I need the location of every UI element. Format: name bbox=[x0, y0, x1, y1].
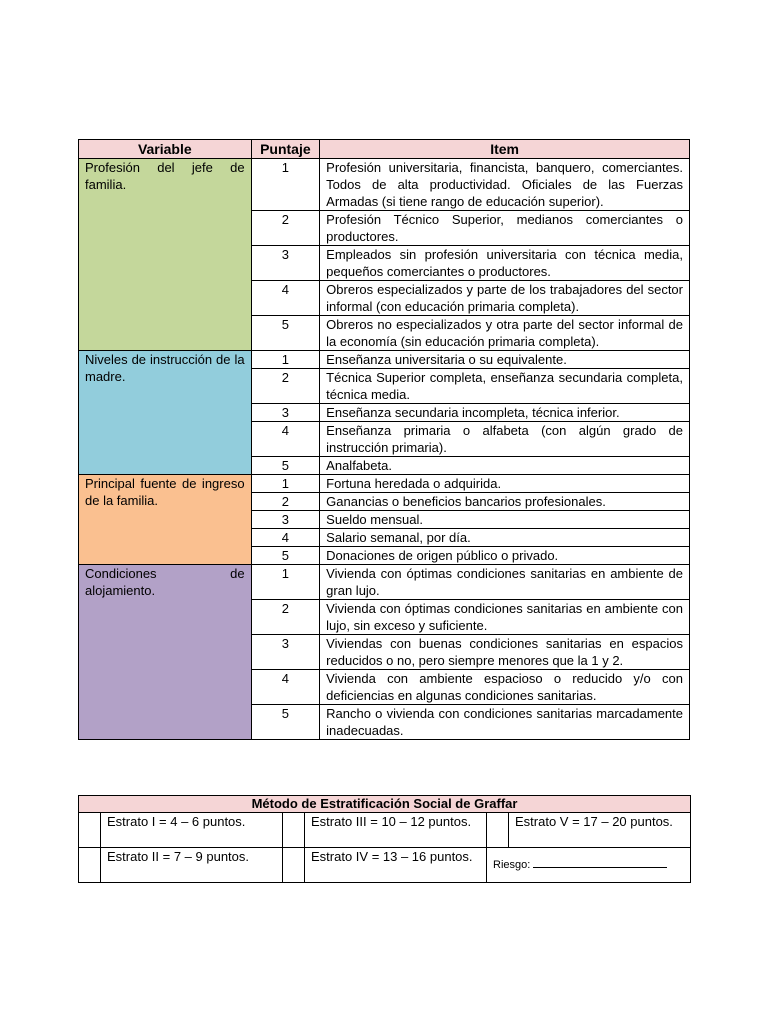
score-cell: 3 bbox=[251, 635, 320, 670]
item-cell: Viviendas con buenas condiciones sanitarias en espacios reducidos o no, pero siempre menores que la 1 y 2. bbox=[320, 635, 690, 670]
item-cell: Empleados sin profesión universitaria con técnica media, pequeños comerciantes o productores. bbox=[320, 246, 690, 281]
item-cell: Donaciones de origen público o privado. bbox=[320, 547, 690, 565]
score-cell: 4 bbox=[251, 529, 320, 547]
header-row bbox=[79, 140, 690, 159]
score-cell: 3 bbox=[251, 246, 320, 281]
item-cell: Vivienda con ambiente espacioso o reducido y/o con deficiencias en algunas condiciones sanitarias. bbox=[320, 670, 690, 705]
riesgo-blank-line[interactable] bbox=[533, 857, 667, 868]
item-cell: Profesión universitaria, financista, banquero, comerciantes. Todos de alta productividad. Oficiales de las Fuerzas Armadas (si tiene rango de educación superior). bbox=[320, 159, 690, 211]
item-cell: Enseñanza primaria o alfabeta (con algún grado de instrucción primaria). bbox=[320, 422, 690, 457]
variable-cell: Principal fuente de ingreso de la familia. bbox=[79, 475, 252, 565]
score-cell: 2 bbox=[251, 211, 320, 246]
item-cell: Enseñanza universitaria o su equivalente. bbox=[320, 351, 690, 369]
item-cell: Rancho o vivienda con condiciones sanitarias marcadamente inadecuadas. bbox=[320, 705, 690, 740]
score-cell: 5 bbox=[251, 316, 320, 351]
estrato-4-label: Estrato IV = 13 – 16 puntos. bbox=[305, 848, 487, 883]
estrato-3-label: Estrato III = 10 – 12 puntos. bbox=[305, 813, 487, 848]
score-cell: 4 bbox=[251, 281, 320, 316]
strata-title: Método de Estratificación Social de Graffar bbox=[79, 796, 691, 813]
table-row bbox=[79, 475, 690, 493]
score-cell: 1 bbox=[251, 475, 320, 493]
graffar-criteria-table bbox=[78, 139, 690, 740]
item-cell: Técnica Superior completa, enseñanza secundaria completa, técnica media. bbox=[320, 369, 690, 404]
item-cell: Obreros no especializados y otra parte del sector informal de la economía (sin educación primaria completa). bbox=[320, 316, 690, 351]
score-cell: 5 bbox=[251, 705, 320, 740]
header-item: Item bbox=[320, 140, 690, 159]
estrato-2-label: Estrato II = 7 – 9 puntos. bbox=[101, 848, 283, 883]
checkbox-cell-estrato-4[interactable] bbox=[283, 848, 305, 883]
riesgo-cell bbox=[487, 848, 691, 883]
checkbox-cell-estrato-3[interactable] bbox=[283, 813, 305, 848]
table-row bbox=[79, 565, 690, 600]
item-cell: Vivienda con óptimas condiciones sanitarias en ambiente de gran lujo. bbox=[320, 565, 690, 600]
header-variable: Variable bbox=[79, 140, 252, 159]
table-row bbox=[79, 351, 690, 369]
item-cell: Obreros especializados y parte de los trabajadores del sector informal (con educación primaria completa). bbox=[320, 281, 690, 316]
header-puntaje: Puntaje bbox=[251, 140, 320, 159]
estrato-1-label: Estrato I = 4 – 6 puntos. bbox=[101, 813, 283, 848]
table-row bbox=[79, 159, 690, 211]
strata-row bbox=[79, 813, 691, 848]
checkbox-cell-estrato-2[interactable] bbox=[79, 848, 101, 883]
score-cell: 4 bbox=[251, 670, 320, 705]
strata-row bbox=[79, 848, 691, 883]
score-cell: 2 bbox=[251, 600, 320, 635]
checkbox-cell-estrato-5[interactable] bbox=[487, 813, 509, 848]
estrato-5-label: Estrato V = 17 – 20 puntos. bbox=[509, 813, 691, 848]
item-cell: Sueldo mensual. bbox=[320, 511, 690, 529]
variable-cell: Profesión del jefe de familia. bbox=[79, 159, 252, 351]
item-cell: Analfabeta. bbox=[320, 457, 690, 475]
checkbox-cell-estrato-1[interactable] bbox=[79, 813, 101, 848]
score-cell: 4 bbox=[251, 422, 320, 457]
criteria-body bbox=[79, 159, 690, 740]
score-cell: 3 bbox=[251, 404, 320, 422]
item-cell: Salario semanal, por día. bbox=[320, 529, 690, 547]
strata-table bbox=[78, 795, 691, 883]
score-cell: 2 bbox=[251, 369, 320, 404]
item-cell: Enseñanza secundaria incompleta, técnica inferior. bbox=[320, 404, 690, 422]
item-cell: Fortuna heredada o adquirida. bbox=[320, 475, 690, 493]
riesgo-label: Riesgo: bbox=[493, 859, 531, 871]
score-cell: 1 bbox=[251, 159, 320, 211]
score-cell: 1 bbox=[251, 565, 320, 600]
score-cell: 2 bbox=[251, 493, 320, 511]
strata-title-row bbox=[79, 796, 691, 813]
item-cell: Profesión Técnico Superior, medianos comerciantes o productores. bbox=[320, 211, 690, 246]
score-cell: 3 bbox=[251, 511, 320, 529]
item-cell: Ganancias o beneficios bancarios profesionales. bbox=[320, 493, 690, 511]
variable-cell: Condiciones de alojamiento. bbox=[79, 565, 252, 740]
score-cell: 5 bbox=[251, 547, 320, 565]
score-cell: 1 bbox=[251, 351, 320, 369]
variable-cell: Niveles de instrucción de la madre. bbox=[79, 351, 252, 475]
score-cell: 5 bbox=[251, 457, 320, 475]
item-cell: Vivienda con óptimas condiciones sanitarias en ambiente con lujo, sin exceso y suficiente. bbox=[320, 600, 690, 635]
